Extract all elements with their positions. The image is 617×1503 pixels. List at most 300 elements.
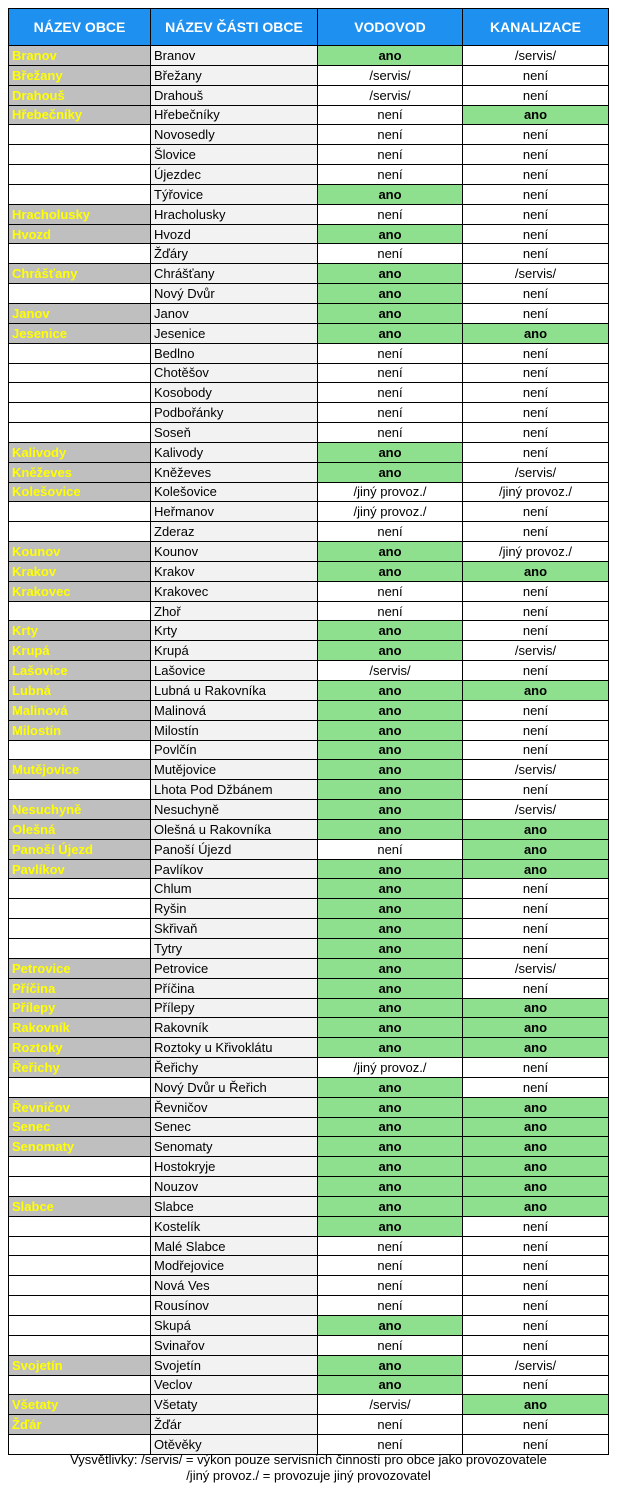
kanalizace-cell: není (463, 1316, 609, 1336)
vodovod-cell: ano (318, 1018, 463, 1038)
table-row (9, 204, 609, 224)
obec-cell: Řeřichy (9, 1058, 151, 1078)
table-row (9, 621, 609, 641)
cast-obce-cell: Kostelík (151, 1216, 318, 1236)
vodovod-cell: ano (318, 303, 463, 323)
kanalizace-cell: není (463, 1256, 609, 1276)
table-row (9, 760, 609, 780)
kanalizace-cell: /servis/ (463, 46, 609, 66)
table-row (9, 1355, 609, 1375)
obec-cell (9, 522, 151, 542)
cast-obce-cell: Krty (151, 621, 318, 641)
cast-obce-cell: Bedlno (151, 343, 318, 363)
table-row (9, 839, 609, 859)
obec-cell: Hracholusky (9, 204, 151, 224)
kanalizace-cell: není (463, 284, 609, 304)
table-row (9, 184, 609, 204)
cast-obce-cell: Ryšin (151, 899, 318, 919)
cast-obce-cell: Krupá (151, 641, 318, 661)
cast-obce-cell: Drahouš (151, 85, 318, 105)
obec-cell: Jesenice (9, 323, 151, 343)
table-row (9, 1196, 609, 1216)
cast-obce-cell: Podbořánky (151, 403, 318, 423)
cast-obce-cell: Šlovice (151, 145, 318, 165)
cast-obce-cell: Milostín (151, 720, 318, 740)
obec-cell: Branov (9, 46, 151, 66)
cast-obce-cell: Nový Dvůr u Řeřich (151, 1077, 318, 1097)
kanalizace-cell: ano (463, 819, 609, 839)
table-row (9, 1097, 609, 1117)
kanalizace-cell: ano (463, 1177, 609, 1197)
cast-obce-cell: Senec (151, 1117, 318, 1137)
legend-line-jiny-provoz: /jiný provoz./ = provozuje jiný provozovatel (186, 1468, 431, 1483)
water-infrastructure-table-container (8, 8, 608, 1455)
cast-obce-cell: Chotěšov (151, 363, 318, 383)
obec-cell: Svojetín (9, 1355, 151, 1375)
table-row (9, 1038, 609, 1058)
obec-cell: Příčina (9, 978, 151, 998)
vodovod-cell: není (318, 522, 463, 542)
obec-cell: Přílepy (9, 998, 151, 1018)
table-row (9, 1256, 609, 1276)
kanalizace-cell: není (463, 85, 609, 105)
cast-obce-cell: Lhota Pod Džbánem (151, 780, 318, 800)
table-row (9, 264, 609, 284)
vodovod-cell: není (318, 125, 463, 145)
table-row (9, 958, 609, 978)
kanalizace-cell: není (463, 1058, 609, 1078)
vodovod-cell: není (318, 105, 463, 125)
obec-cell: Kalivody (9, 442, 151, 462)
obec-cell: Nesuchyně (9, 800, 151, 820)
table-row (9, 343, 609, 363)
table-row (9, 1236, 609, 1256)
kanalizace-cell: není (463, 879, 609, 899)
cast-obce-cell: Nesuchyně (151, 800, 318, 820)
obec-cell: Řevničov (9, 1097, 151, 1117)
kanalizace-cell: /servis/ (463, 462, 609, 482)
vodovod-cell: ano (318, 284, 463, 304)
obec-cell: Břežany (9, 65, 151, 85)
table-row (9, 819, 609, 839)
cast-obce-cell: Veclov (151, 1375, 318, 1395)
vodovod-cell: /jiný provoz./ (318, 482, 463, 502)
cast-obce-cell: Mutějovice (151, 760, 318, 780)
table-row (9, 899, 609, 919)
cast-obce-cell: Hřebečníky (151, 105, 318, 125)
cast-obce-cell: Malinová (151, 700, 318, 720)
table-row (9, 85, 609, 105)
vodovod-cell: ano (318, 978, 463, 998)
table-row (9, 1316, 609, 1336)
obec-cell (9, 601, 151, 621)
cast-obce-cell: Nový Dvůr (151, 284, 318, 304)
table-row (9, 1137, 609, 1157)
cast-obce-cell: Zhoř (151, 601, 318, 621)
table-row (9, 720, 609, 740)
kanalizace-cell: ano (463, 859, 609, 879)
obec-cell: Všetaty (9, 1395, 151, 1415)
table-row (9, 978, 609, 998)
cast-obce-cell: Panoší Újezd (151, 839, 318, 859)
kanalizace-cell: není (463, 1435, 609, 1455)
obec-cell: Petrovice (9, 958, 151, 978)
vodovod-cell: ano (318, 1097, 463, 1117)
vodovod-cell: ano (318, 1117, 463, 1137)
vodovod-cell: /servis/ (318, 65, 463, 85)
obec-cell (9, 879, 151, 899)
obec-cell: Senec (9, 1117, 151, 1137)
obec-cell: Milostín (9, 720, 151, 740)
table-row (9, 661, 609, 681)
table-row (9, 502, 609, 522)
cast-obce-cell: Rousínov (151, 1296, 318, 1316)
cast-obce-cell: Povlčín (151, 740, 318, 760)
kanalizace-cell: ano (463, 105, 609, 125)
cast-obce-cell: Skupá (151, 1316, 318, 1336)
table-row (9, 879, 609, 899)
obec-cell: Lašovice (9, 661, 151, 681)
vodovod-cell: ano (318, 184, 463, 204)
obec-cell: Panoší Újezd (9, 839, 151, 859)
cast-obce-cell: Kolešovice (151, 482, 318, 502)
vodovod-cell: ano (318, 1038, 463, 1058)
vodovod-cell: ano (318, 1316, 463, 1336)
kanalizace-cell: není (463, 125, 609, 145)
vodovod-cell: není (318, 363, 463, 383)
table-row (9, 1117, 609, 1137)
header-cast-obce: NÁZEV ČÁSTI OBCE (151, 9, 318, 46)
kanalizace-cell: není (463, 919, 609, 939)
vodovod-cell: ano (318, 800, 463, 820)
vodovod-cell: není (318, 581, 463, 601)
obec-cell (9, 284, 151, 304)
vodovod-cell: není (318, 204, 463, 224)
kanalizace-cell: není (463, 780, 609, 800)
vodovod-cell: /servis/ (318, 661, 463, 681)
obec-cell (9, 244, 151, 264)
obec-cell (9, 1216, 151, 1236)
vodovod-cell: není (318, 165, 463, 185)
cast-obce-cell: Nouzov (151, 1177, 318, 1197)
obec-cell (9, 1296, 151, 1316)
obec-cell (9, 1236, 151, 1256)
cast-obce-cell: Břežany (151, 65, 318, 85)
vodovod-cell: ano (318, 641, 463, 661)
kanalizace-cell: není (463, 204, 609, 224)
vodovod-cell: ano (318, 879, 463, 899)
header-obec: NÁZEV OBCE (9, 9, 151, 46)
table-row (9, 1415, 609, 1435)
vodovod-cell: není (318, 244, 463, 264)
obec-cell (9, 383, 151, 403)
kanalizace-cell: ano (463, 1196, 609, 1216)
table-row (9, 442, 609, 462)
table-row (9, 581, 609, 601)
table-row (9, 284, 609, 304)
obec-cell: Slabce (9, 1196, 151, 1216)
vodovod-cell: není (318, 839, 463, 859)
vodovod-cell: ano (318, 1137, 463, 1157)
table-row (9, 363, 609, 383)
cast-obce-cell: Žďár (151, 1415, 318, 1435)
kanalizace-cell: není (463, 1216, 609, 1236)
obec-cell: Drahouš (9, 85, 151, 105)
obec-cell: Kolešovice (9, 482, 151, 502)
kanalizace-cell: ano (463, 323, 609, 343)
table-row (9, 1335, 609, 1355)
kanalizace-cell: není (463, 165, 609, 185)
cast-obce-cell: Pavlíkov (151, 859, 318, 879)
kanalizace-cell: ano (463, 1018, 609, 1038)
table-row (9, 780, 609, 800)
vodovod-cell: ano (318, 700, 463, 720)
cast-obce-cell: Soseň (151, 423, 318, 443)
obec-cell: Senomaty (9, 1137, 151, 1157)
cast-obce-cell: Otěvěky (151, 1435, 318, 1455)
obec-cell: Žďár (9, 1415, 151, 1435)
kanalizace-cell: není (463, 184, 609, 204)
kanalizace-cell: /servis/ (463, 264, 609, 284)
table-row (9, 1157, 609, 1177)
table-row (9, 1276, 609, 1296)
table-row (9, 1375, 609, 1395)
kanalizace-cell: není (463, 1335, 609, 1355)
obec-cell: Janov (9, 303, 151, 323)
obec-cell (9, 938, 151, 958)
cast-obce-cell: Roztoky u Křivoklátu (151, 1038, 318, 1058)
obec-cell: Krakovec (9, 581, 151, 601)
table-row (9, 244, 609, 264)
cast-obce-cell: Branov (151, 46, 318, 66)
obec-cell: Hvozd (9, 224, 151, 244)
legend-line-servis: Vysvětlivky: /servis/ = výkon pouze servisních činností pro obce jako provozovatele (70, 1452, 547, 1467)
kanalizace-cell: není (463, 938, 609, 958)
obec-cell (9, 145, 151, 165)
obec-cell (9, 899, 151, 919)
legend (0, 1452, 617, 1484)
table-row (9, 740, 609, 760)
kanalizace-cell: není (463, 244, 609, 264)
table-row (9, 700, 609, 720)
kanalizace-cell: není (463, 522, 609, 542)
table-row (9, 1058, 609, 1078)
table-row (9, 1077, 609, 1097)
table-row (9, 65, 609, 85)
cast-obce-cell: Hostokryje (151, 1157, 318, 1177)
table-row (9, 403, 609, 423)
kanalizace-cell: /servis/ (463, 958, 609, 978)
cast-obce-cell: Jesenice (151, 323, 318, 343)
kanalizace-cell: ano (463, 1157, 609, 1177)
kanalizace-cell: není (463, 621, 609, 641)
cast-obce-cell: Heřmanov (151, 502, 318, 522)
table-row (9, 542, 609, 562)
kanalizace-cell: není (463, 899, 609, 919)
obec-cell: Krakov (9, 561, 151, 581)
vodovod-cell: ano (318, 740, 463, 760)
cast-obce-cell: Řevničov (151, 1097, 318, 1117)
obec-cell (9, 184, 151, 204)
obec-cell: Lubná (9, 681, 151, 701)
obec-cell: Krupá (9, 641, 151, 661)
kanalizace-cell: /jiný provoz./ (463, 482, 609, 502)
table-body (9, 46, 609, 1455)
cast-obce-cell: Svojetín (151, 1355, 318, 1375)
kanalizace-cell: ano (463, 998, 609, 1018)
kanalizace-cell: není (463, 65, 609, 85)
table-row (9, 1216, 609, 1236)
obec-cell (9, 1157, 151, 1177)
obec-cell: Olešná (9, 819, 151, 839)
vodovod-cell: ano (318, 224, 463, 244)
table-row (9, 125, 609, 145)
cast-obce-cell: Žďáry (151, 244, 318, 264)
cast-obce-cell: Kalivody (151, 442, 318, 462)
cast-obce-cell: Všetaty (151, 1395, 318, 1415)
kanalizace-cell: není (463, 423, 609, 443)
table-row (9, 1395, 609, 1415)
obec-cell (9, 780, 151, 800)
vodovod-cell: ano (318, 998, 463, 1018)
cast-obce-cell: Malé Slabce (151, 1236, 318, 1256)
cast-obce-cell: Janov (151, 303, 318, 323)
kanalizace-cell: /jiný provoz./ (463, 542, 609, 562)
cast-obce-cell: Hracholusky (151, 204, 318, 224)
vodovod-cell: ano (318, 1077, 463, 1097)
vodovod-cell: ano (318, 780, 463, 800)
obec-cell (9, 1077, 151, 1097)
table-row (9, 462, 609, 482)
vodovod-cell: ano (318, 323, 463, 343)
vodovod-cell: /jiný provoz./ (318, 1058, 463, 1078)
vodovod-cell: ano (318, 720, 463, 740)
kanalizace-cell: není (463, 224, 609, 244)
kanalizace-cell: /servis/ (463, 641, 609, 661)
kanalizace-cell: ano (463, 681, 609, 701)
obec-cell (9, 403, 151, 423)
table-row (9, 46, 609, 66)
vodovod-cell: ano (318, 46, 463, 66)
table-row (9, 303, 609, 323)
table-row (9, 482, 609, 502)
table-row (9, 224, 609, 244)
cast-obce-cell: Chrášťany (151, 264, 318, 284)
kanalizace-cell: není (463, 1375, 609, 1395)
kanalizace-cell: není (463, 1415, 609, 1435)
table-row (9, 383, 609, 403)
table-row (9, 681, 609, 701)
table-row (9, 859, 609, 879)
cast-obce-cell: Újezdec (151, 165, 318, 185)
cast-obce-cell: Petrovice (151, 958, 318, 978)
obec-cell (9, 343, 151, 363)
vodovod-cell: ano (318, 681, 463, 701)
vodovod-cell: ano (318, 1177, 463, 1197)
obec-cell (9, 1316, 151, 1336)
vodovod-cell: není (318, 1335, 463, 1355)
cast-obce-cell: Týřovice (151, 184, 318, 204)
kanalizace-cell: není (463, 145, 609, 165)
vodovod-cell: ano (318, 1196, 463, 1216)
cast-obce-cell: Rakovník (151, 1018, 318, 1038)
table-row (9, 919, 609, 939)
header-vodovod: VODOVOD (318, 9, 463, 46)
cast-obce-cell: Tytry (151, 938, 318, 958)
kanalizace-cell: není (463, 1236, 609, 1256)
vodovod-cell: ano (318, 621, 463, 641)
obec-cell: Pavlíkov (9, 859, 151, 879)
kanalizace-cell: není (463, 1276, 609, 1296)
vodovod-cell: /servis/ (318, 85, 463, 105)
kanalizace-cell: není (463, 601, 609, 621)
obec-cell: Kněževes (9, 462, 151, 482)
vodovod-cell: ano (318, 1355, 463, 1375)
vodovod-cell: ano (318, 1216, 463, 1236)
cast-obce-cell: Kounov (151, 542, 318, 562)
vodovod-cell: není (318, 403, 463, 423)
table-row (9, 800, 609, 820)
kanalizace-cell: ano (463, 839, 609, 859)
cast-obce-cell: Hvozd (151, 224, 318, 244)
table-row (9, 1296, 609, 1316)
obec-cell (9, 1375, 151, 1395)
obec-cell: Rakovník (9, 1018, 151, 1038)
table-row (9, 105, 609, 125)
kanalizace-cell: ano (463, 1097, 609, 1117)
table-row (9, 323, 609, 343)
table-row (9, 423, 609, 443)
vodovod-cell: ano (318, 819, 463, 839)
kanalizace-cell: není (463, 661, 609, 681)
table-row (9, 165, 609, 185)
table-row (9, 938, 609, 958)
obec-cell: Chrášťany (9, 264, 151, 284)
vodovod-cell: není (318, 1276, 463, 1296)
cast-obce-cell: Řeřichy (151, 1058, 318, 1078)
obec-cell (9, 1335, 151, 1355)
vodovod-cell: ano (318, 919, 463, 939)
table-row (9, 641, 609, 661)
header-kanalizace: KANALIZACE (463, 9, 609, 46)
cast-obce-cell: Skřivaň (151, 919, 318, 939)
cast-obce-cell: Chlum (151, 879, 318, 899)
cast-obce-cell: Senomaty (151, 1137, 318, 1157)
kanalizace-cell: /servis/ (463, 760, 609, 780)
obec-cell (9, 363, 151, 383)
kanalizace-cell: ano (463, 1395, 609, 1415)
vodovod-cell: není (318, 1415, 463, 1435)
vodovod-cell: ano (318, 958, 463, 978)
vodovod-cell: ano (318, 1375, 463, 1395)
vodovod-cell: ano (318, 899, 463, 919)
vodovod-cell: není (318, 423, 463, 443)
table-row (9, 561, 609, 581)
obec-cell: Krty (9, 621, 151, 641)
cast-obce-cell: Kosobody (151, 383, 318, 403)
vodovod-cell: není (318, 1256, 463, 1276)
kanalizace-cell: není (463, 1077, 609, 1097)
kanalizace-cell: není (463, 740, 609, 760)
kanalizace-cell: ano (463, 1038, 609, 1058)
vodovod-cell: není (318, 1296, 463, 1316)
cast-obce-cell: Lašovice (151, 661, 318, 681)
vodovod-cell: ano (318, 462, 463, 482)
vodovod-cell: ano (318, 264, 463, 284)
cast-obce-cell: Příčina (151, 978, 318, 998)
cast-obce-cell: Lubná u Rakovníka (151, 681, 318, 701)
table-header-row (9, 9, 609, 46)
